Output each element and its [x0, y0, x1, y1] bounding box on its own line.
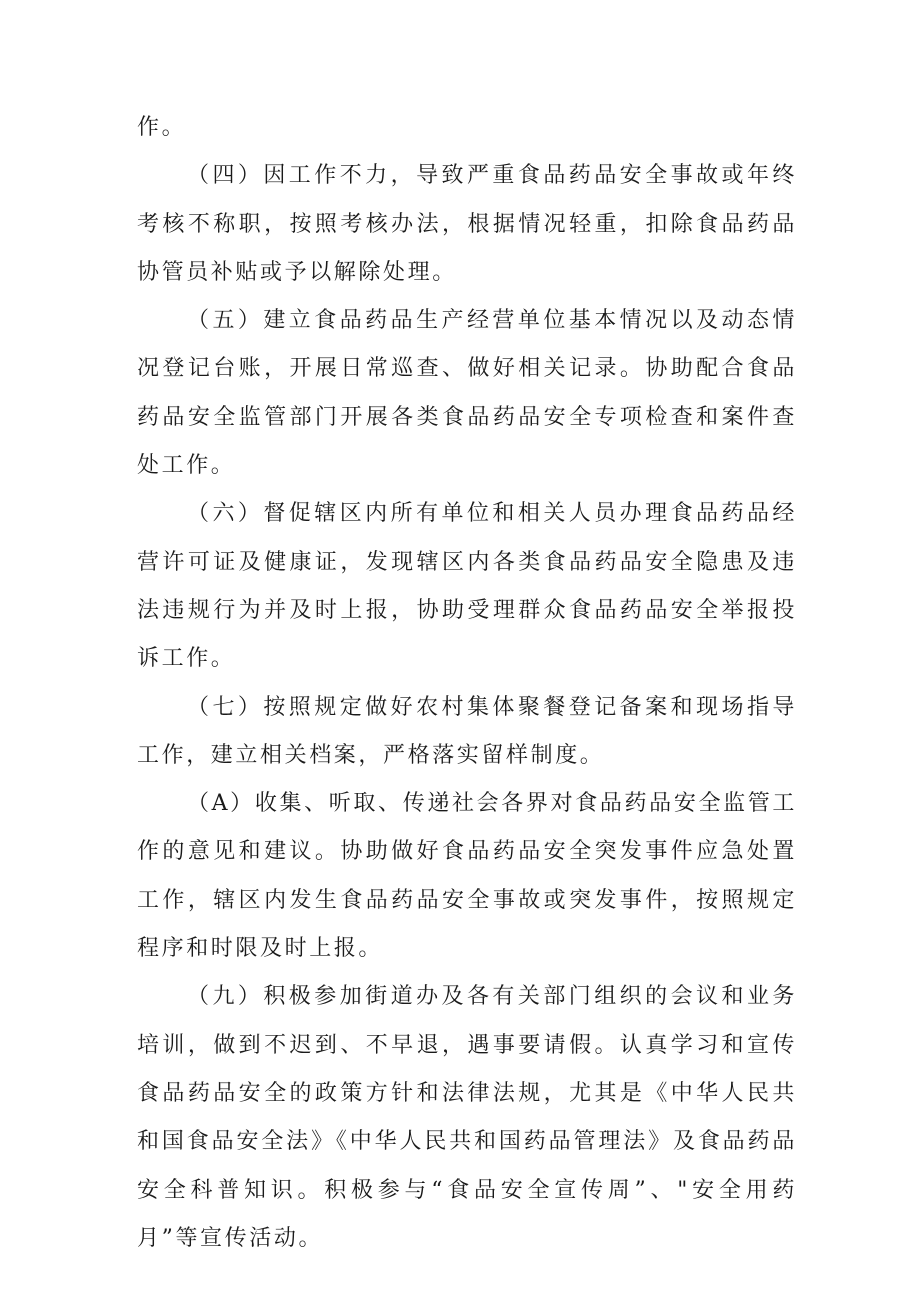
paragraph-item-4: （四）因工作不力，导致严重食品药品安全事故或年终考核不称职，按照考核办法，根据情况轻重，扣除食品药品协管员补贴或予以解除处理。 — [137, 163, 797, 285]
document-body — [137, 104, 797, 1263]
paragraph-item-6: （六）督促辖区内所有单位和相关人员办理食品药品经营许可证及健康证，发现辖区内各类食品药品安全隐患及违法违规行为并及时上报，协助受理群众食品药品安全举报投诉工作。 — [137, 501, 797, 672]
paragraph-continuation: 作。 — [137, 115, 187, 140]
paragraph-item-5: （五）建立食品药品生产经营单位基本情况以及动态情况登记台账，开展日常巡查、做好相关记录。协助配合食品药品安全监管部门开展各类食品药品安全专项检查和案件查处工作。 — [137, 308, 797, 479]
paragraph-item-9: （九）积极参加街道办及各有关部门组织的会议和业务培训，做到不迟到、不早退，遇事要请假。认真学习和宣传食品药品安全的政策方针和法律法规，尤其是《中华人民共和国食品安全法》《中华人民共和国药品管理法》及食品药品安全科普知识。积极参与“食品安全宣传周”、"安全用药月”等宣传活动。 — [137, 984, 797, 1251]
paragraph-item-7: （七）按照规定做好农村集体聚餐登记备案和现场指导工作，建立相关档案，严格落实留样制度。 — [137, 694, 797, 768]
paragraph-item-8: （A）收集、听取、传递社会各界对食品药品安全监管工作的意见和建议。协助做好食品药品安全突发事件应急处置工作，辖区内发生食品药品安全事故或突发事件，按照规定程序和时限及时上报。 — [137, 791, 797, 962]
